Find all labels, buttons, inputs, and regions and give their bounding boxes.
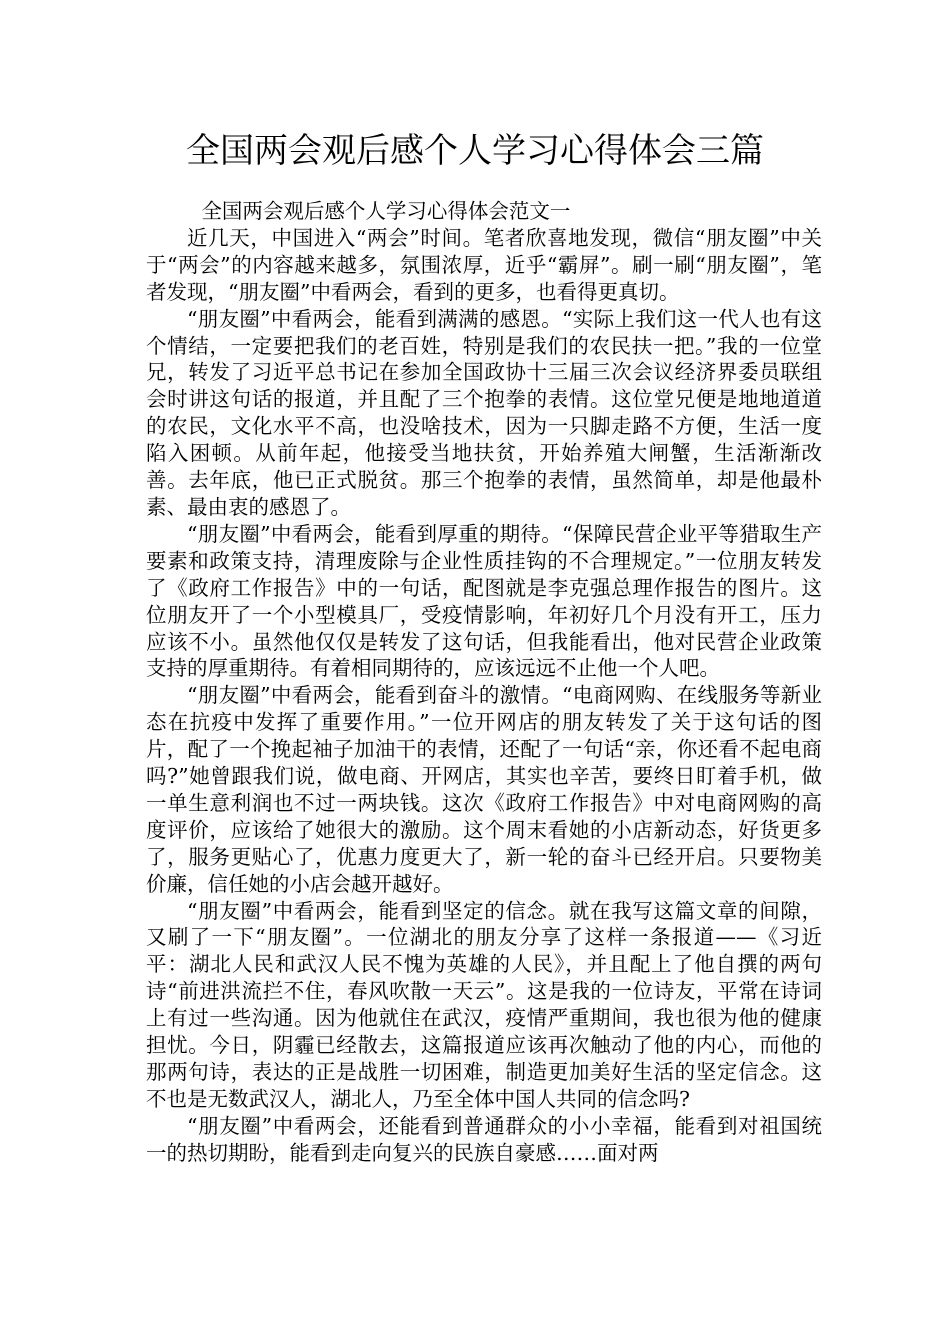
paragraph: “朋友圈”中看两会，还能看到普通群众的小小幸福，能看到对祖国统一的热切期盼，能看到走向复兴的民族自豪感……面对两 — [146, 1113, 822, 1165]
paragraph: “朋友圈”中看两会，能看到厚重的期待。“保障民营企业平等猎取生产要素和政策支持，清理废除与企业性质挂钩的不合理规定。”一位朋友转发了《政府工作报告》中的一句话，配图就是李克强总理作报告的图片。这位朋友开了一个小型模具厂，受疫情影响，年初好几个月没有开工，压力应该不小。虽然他仅仅是转发了这句话，但我能看出，他对民营企业政策支持的厚重期待。有着相同期待的，应该远远不止他一个人吧。 — [146, 521, 822, 681]
paragraph: “朋友圈”中看两会，能看到满满的感恩。“实际上我们这一代人也有这个情结，一定要把我们的老百姓，特别是我们的农民扶一把。”我的一位堂兄，转发了习近平总书记在参加全国政协十三届三次会议经济界委员联组会时讲这句话的报道，并且配了三个抱拳的表情。这位堂兄便是地地道道的农民，文化水平不高，也没啥技术，因为一只脚走路不方便，生活一度陷入困顿。从前年起，他接受当地扶贫，开始养殖大闸蟹，生活渐渐改善。去年底，他已正式脱贫。那三个抱拳的表情，虽然简单，却是他最朴素、最由衷的感恩了。 — [146, 306, 822, 519]
paragraph: “朋友圈”中看两会，能看到奋斗的激情。“电商网购、在线服务等新业态在抗疫中发挥了重要作用。”一位开网店的朋友转发了关于这句话的图片，配了一个挽起袖子加油干的表情，还配了一句话“亲，你还看不起电商吗?”她曾跟我们说，做电商、开网店，其实也辛苦，要终日盯着手机，做一单生意利润也不过一两块钱。这次《政府工作报告》中对电商网购的高度评价，应该给了她很大的激励。这个周末看她的小店新动态，好货更多了，服务更贴心了，优惠力度更大了，新一轮的奋斗已经开启。只要物美价廉，信任她的小店会越开越好。 — [146, 683, 822, 896]
document-subtitle: 全国两会观后感个人学习心得体会范文一 — [201, 199, 571, 223]
paragraph: “朋友圈”中看两会，能看到坚定的信念。就在我写这篇文章的间隙，又刷了一下“朋友圈”。一位湖北的朋友分享了这样一条报道——《习近平：湖北人民和武汉人民不愧为英雄的人民》，并且配上了他自撰的两句诗“前进洪流拦不住，春风吹散一天云”。这是我的一位诗友，平常在诗词上有过一些沟通。因为他就住在武汉，疫情严重期间，我也很为他的健康担忧。今日，阴霾已经散去，这篇报道应该再次触动了他的内心，而他的那两句诗，表达的正是战胜一切困难，制造更加美好生活的坚定信念。这不也是无数武汉人，湖北人，乃至全体中国人共同的信念吗? — [146, 898, 822, 1111]
document-body — [146, 198, 822, 1167]
paragraph: 近几天，中国进入“两会”时间。笔者欣喜地发现，微信“朋友圈”中关于“两会”的内容越来越多，氛围浓厚，近乎“霸屏”。刷一刷“朋友圈”，笔者发现，“朋友圈”中看两会，看到的更多，也看得更真切。 — [146, 225, 822, 304]
document-title: 全国两会观后感个人学习心得体会三篇 — [186, 131, 764, 171]
